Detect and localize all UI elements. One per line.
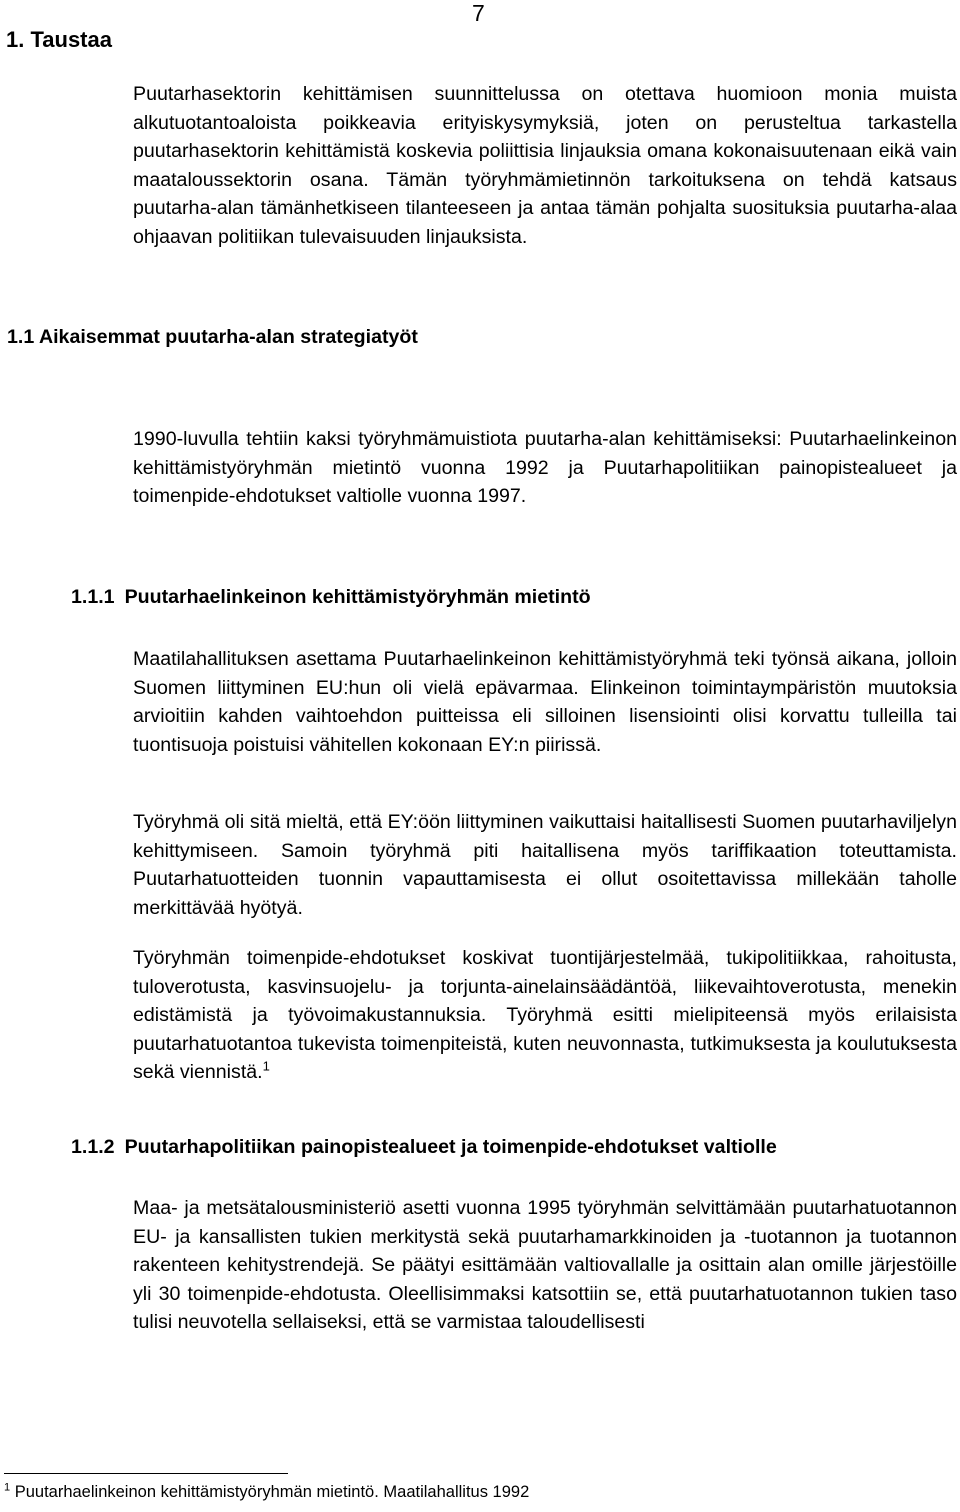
paragraph-text: Työryhmän toimenpide-ehdotukset koskivat tuontijärjestelmää, tukipolitiikkaa, rahoitusta, tuloverotusta, kasvinsuojelu- ja torjunta-ainelainsäädäntöä, liikevaihtoverotusta, menekin edistämistä ja työvoimakustannuksia. Työryhmä esitti mielipiteensä myös erilaisista puutarhatuotantoa tukevista toimenpiteistä, kuten neuvonnasta, tutkimuksesta ja koulutuksesta sekä viennistä.: [133, 947, 957, 1084]
section-1-1-1-paragraph-1: Maatilahallituksen asettama Puutarhaelinkeinon kehittämistyöryhmä teki työnsä aikana, jolloin Suomen liittyminen EU:hun oli vielä epävarmaa. Elinkeinon toimintaympäristön muutoksia arvioitiin kahden vaihtoehdon puitteissa eli silloinen lisensiointi olisi korvattu tulleilla tai tuontisuoja poistuisi vähitellen kokonaan EY:n piirissä.: [133, 648, 957, 756]
chapter-intro-paragraph: Puutarhasektorin kehittämisen suunnittelussa on otettava huomioon monia muista alkutuotantoaloista poikkeavia erityiskysymyksiä, joten on perusteltua tarkastella puutarhasektorin kehittämistä koskevia poliittisia linjauksia omana kokonaisuutenaan eikä vain maataloussektorin osana. Tämän työryhmämietinnön tarkoituksena on tehdä katsaus puutarha-alan tämänhetkiseen tilanteeseen ja antaa tämän pohjalta suosituksia puutarha-alaa ohjaavan politiikan tulevaisuuden linjauksista.: [133, 83, 957, 248]
section-1-1-1-paragraph-2: Työryhmä oli sitä mieltä, että EY:öön liittyminen vaikuttaisi haitallisesti Suomen puutarhaviljelyn kehittymiseen. Samoin työryhmä piti haitallisena myös tariffikaation toteuttamista. Puutarhatuotteiden tuonnin vapauttamisesta ei ollut osoitettavissa millekään taholle merkittävää hyötyä.: [133, 811, 957, 919]
section-1-1-1-paragraph-3: [133, 944, 957, 1087]
page-number: 7: [472, 0, 485, 26]
footnote-text: Puutarhaelinkeinon kehittämistyöryhmän mietintö. Maatilahallitus 1992: [14, 1483, 530, 1501]
chapter-heading: 1. Taustaa: [6, 27, 112, 52]
section-heading-1-1-2: [71, 1134, 777, 1160]
section-heading-1-1-1: [71, 584, 591, 610]
footnote-separator: [4, 1473, 288, 1474]
section-title: Puutarhapolitiikan painopistealueet ja toimenpide-ehdotukset valtiolle: [124, 1136, 777, 1158]
section-1-1-paragraph: 1990-luvulla tehtiin kaksi työryhmämuistiota puutarha-alan kehittämiseksi: Puutarhaelinkeinon kehittämistyöryhmän mietintö vuonna 1992 ja Puutarhapolitiikan painopistealueet ja toimenpide-ehdotukset valtiolle vuonna 1997.: [133, 428, 957, 508]
section-number: 1.1.2: [71, 1136, 115, 1158]
section-heading-1-1: 1.1 Aikaisemmat puutarha-alan strategiatyöt: [7, 326, 418, 348]
footnote-reference: 1: [262, 1058, 270, 1074]
section-1-1-2-paragraph: Maa- ja metsätalousministeriö asetti vuonna 1995 työryhmän selvittämään puutarhatuotannon EU- ja kansallisten tukien merkitystä sekä puutarhamarkkinoiden ja -tuotannon ja tuotannon rakenteen kehitystrendejä. Se päätyi esittämään valtiovallalle ja osittain alan omille järjestöille yli 30 toimenpide-ehdotusta. Oleellisimmaksi katsottiin se, että puutarhatuotannon tukien taso tulisi neuvotella sellaiseksi, että se varmistaa taloudellisesti: [133, 1197, 957, 1334]
footnote-marker: 1: [4, 1481, 11, 1494]
footnote: [4, 1480, 529, 1504]
section-number: 1.1.1: [71, 586, 115, 608]
section-title: Puutarhaelinkeinon kehittämistyöryhmän mietintö: [124, 586, 591, 608]
